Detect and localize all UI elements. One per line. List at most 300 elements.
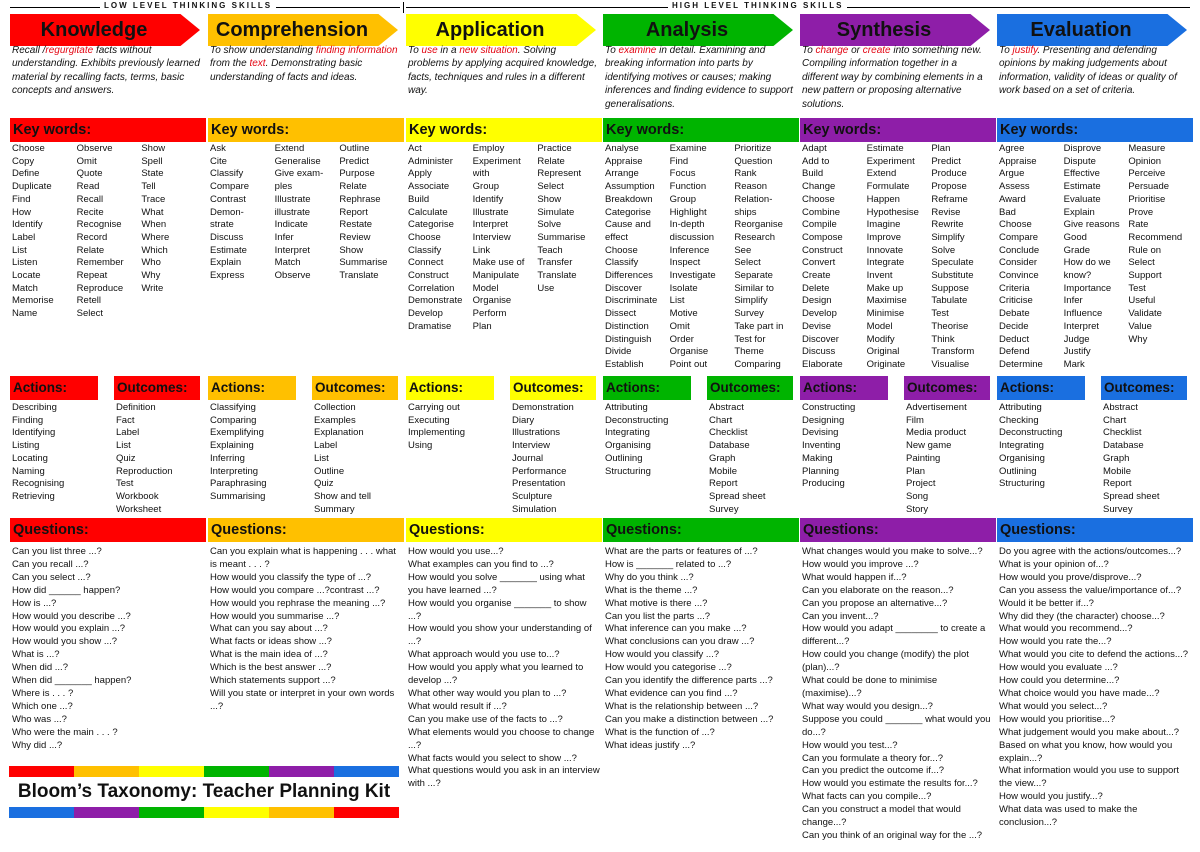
keyword: Indicate [274, 219, 308, 231]
keyword: Propose [931, 181, 967, 193]
keyword: Improve [866, 231, 901, 243]
question-item: Can you make a distinction between ...? [605, 713, 774, 725]
question-item: What questions would you ask in an interview with ...? [408, 765, 600, 790]
synthesis-keywords-list [802, 143, 996, 372]
analysis-keywords-heading: Key words: [603, 118, 799, 142]
keyword: Isolate [669, 282, 698, 294]
keyword: Spell [141, 155, 163, 167]
keyword: Teach [537, 244, 563, 256]
keyword-column [77, 143, 142, 321]
keyword: Breakdown [605, 193, 653, 205]
keyword-column [275, 143, 340, 283]
keyword: Interpret [472, 219, 509, 231]
keyword: Identify [472, 193, 504, 205]
keyword: Outline [339, 143, 370, 154]
outcome-item: Journal [512, 452, 544, 464]
keyword: Translate [537, 270, 577, 282]
action-item: Inferring [210, 452, 245, 464]
question-item: How would you rephrase the meaning ...? [210, 597, 386, 609]
question-item: What would you select...? [999, 700, 1108, 712]
synthesis-arrow [800, 14, 990, 46]
question-item: Why do you think ...? [605, 571, 694, 583]
keyword: In-depth [669, 219, 705, 231]
keyword-column [141, 143, 206, 321]
keyword: Separate [734, 270, 773, 282]
question-item: What other way would you plan to ...? [408, 687, 567, 699]
keyword: Give reasons [1063, 219, 1120, 231]
keyword: Inspect [669, 257, 701, 269]
action-item: Planning [802, 465, 839, 477]
keyword: Defend [999, 346, 1030, 358]
keyword: Visualise [931, 358, 970, 370]
stripe-segment [139, 807, 204, 818]
keyword: Select [734, 257, 761, 269]
keyword: Report [339, 206, 368, 218]
keyword: See [734, 244, 752, 256]
description-text: or [848, 45, 863, 56]
keyword: Influence [1063, 308, 1103, 320]
comprehension-outcomes-heading: Outcomes: [312, 376, 398, 400]
outcome-item: List [116, 440, 131, 452]
keyword: Convince [999, 270, 1039, 282]
keyword: Transform [931, 346, 975, 358]
keyword: Estimate [866, 143, 904, 154]
keyword: Observe [76, 143, 113, 154]
outcome-item: Project [906, 478, 936, 490]
keyword: Inference [669, 244, 710, 256]
question-item: What are the parts or features of ...? [605, 546, 758, 557]
action-item: Implementing [408, 427, 466, 439]
keyword: Question [734, 155, 773, 167]
question-item: When did _______ happen? [12, 675, 132, 687]
keyword: illustrate [274, 206, 311, 218]
outcome-item: Quiz [314, 478, 334, 490]
outcome-item: Worksheet [116, 503, 162, 515]
highlight-text: create [862, 45, 891, 56]
action-item: Designing [802, 414, 845, 426]
application-questions-heading: Questions: [406, 518, 602, 542]
keyword: Plan [472, 320, 492, 332]
question-item: What information would you use to support the view...? [999, 765, 1180, 790]
action-item: Describing [12, 402, 57, 413]
keyword: Classify [210, 168, 244, 180]
comprehension-title: Comprehension [215, 19, 369, 41]
keyword: Link [472, 244, 491, 256]
question-item: Why did ...? [12, 739, 63, 751]
keyword: Delete [802, 282, 830, 294]
keyword-column [339, 143, 404, 283]
keyword: Recommend [1128, 231, 1183, 243]
keyword: Originate [866, 358, 906, 370]
action-item: Listing [12, 440, 40, 452]
analysis-actions-heading: Actions: [603, 376, 691, 400]
keyword: Experiment [472, 155, 521, 167]
question-item: How would you show ...? [12, 636, 118, 648]
keyword: Discuss [210, 231, 244, 243]
keyword: Explain [1063, 206, 1095, 218]
action-item: Attributing [605, 402, 648, 413]
keyword: Function [669, 181, 707, 193]
application-title: Application [435, 19, 545, 41]
comprehension-description [210, 44, 400, 84]
keyword: know? [1063, 270, 1092, 282]
question-item: How would you apply what you learned to develop ...? [408, 662, 584, 687]
keyword: Justify [1063, 346, 1091, 358]
question-item: How would you adapt ________ to create a different...? [802, 623, 986, 648]
description-text: To [408, 45, 422, 56]
keyword: Theorise [931, 320, 969, 332]
description-text: into something new. Compiling information together in a different way by combining elements in a new pattern or proposing alternative solutions. [802, 45, 983, 110]
keyword: Simulate [537, 206, 575, 218]
question-item: How would you test...? [802, 739, 898, 751]
question-item: Based on what you know, how would you explain...? [999, 739, 1173, 764]
keyword: Assumption [605, 181, 655, 193]
stripe-segment [74, 766, 139, 777]
action-item: Recognising [12, 478, 65, 490]
synthesis-questions-list [802, 546, 996, 843]
stripe-segment [204, 766, 269, 777]
question-item: Why did they (the character) choose...? [999, 610, 1165, 622]
keyword: Locate [12, 270, 41, 282]
question-item: What conclusions can you draw ...? [605, 636, 755, 648]
keyword: Test [1128, 282, 1146, 294]
description-text: . Demonstrating basic understanding of facts and ideas. [210, 58, 363, 83]
action-item: Producing [802, 478, 845, 490]
keyword: Point out [669, 358, 708, 370]
keyword: Show [339, 244, 364, 256]
keyword: Distinction [605, 320, 649, 332]
keyword: Theme [734, 346, 764, 358]
question-item: How did ______ happen? [12, 584, 121, 596]
question-item: How would you show your understanding of ...? [408, 623, 592, 648]
keyword: Bad [999, 206, 1016, 218]
outcome-item: Outline [314, 465, 345, 477]
keyword: Maximise [866, 295, 907, 307]
question-item: What is the main idea of ...? [210, 649, 328, 661]
keyword: Develop [408, 308, 443, 320]
keyword: Retell [76, 295, 101, 307]
keyword: Argue [999, 168, 1025, 180]
action-item: Executing [408, 414, 450, 426]
question-item: Can you construct a model that would change...? [802, 804, 961, 829]
question-item: What judgement would you make about...? [999, 726, 1180, 738]
keyword: Survey [734, 308, 764, 320]
outcome-item: Mobile [1103, 465, 1131, 477]
comprehension-keywords-list [210, 143, 404, 283]
question-item: Can you list the parts ...? [605, 610, 711, 622]
question-item: How could you determine...? [999, 675, 1120, 687]
keyword: Make up [866, 282, 904, 294]
keyword: Organise [669, 346, 709, 358]
keyword: Combine [802, 206, 841, 218]
evaluation-actions-list [999, 402, 1062, 491]
question-item: What facts can you compile...? [802, 791, 932, 803]
keyword: Effective [1063, 168, 1100, 180]
action-item: Inventing [802, 440, 841, 452]
application-arrow [406, 14, 596, 46]
keyword: ships [734, 206, 757, 218]
keyword: Change [802, 181, 836, 193]
keyword: Choose [408, 231, 441, 243]
outcome-item: Spread sheet [1103, 490, 1160, 502]
outcome-item: Show and tell [314, 490, 372, 502]
keyword-column [473, 143, 538, 334]
question-item: Can you list three ...? [12, 546, 102, 557]
outcome-item: Definition [116, 402, 156, 413]
keyword: Rule on [1128, 244, 1162, 256]
question-item: Can you invent...? [802, 610, 879, 622]
outcome-item: New game [906, 440, 952, 452]
keyword: Summarise [339, 257, 388, 269]
question-item: What way would you design...? [802, 700, 933, 712]
keyword: Assess [999, 181, 1030, 193]
outcome-item: Checklist [709, 427, 748, 439]
keyword: Dispute [1063, 155, 1096, 167]
question-item: What is your opinion of...? [999, 558, 1109, 570]
evaluation-description [999, 44, 1189, 98]
keyword: Solve [537, 219, 562, 231]
outcome-item: Summary [314, 503, 355, 515]
keyword: Infer [1063, 295, 1083, 307]
keyword: Cause and [605, 219, 651, 231]
knowledge-keywords-list [12, 143, 206, 321]
keyword: Estimate [210, 244, 247, 256]
keyword: Group [669, 193, 697, 205]
keyword: Classify [605, 257, 639, 269]
outcome-item: Survey [1103, 503, 1133, 515]
action-item: Structuring [999, 478, 1045, 490]
description-text: facts without understanding. Exhibits previously learned material by recalling facts, terms, basic concepts and answers. [12, 45, 200, 97]
analysis-outcomes-heading: Outcomes: [707, 376, 793, 400]
outcome-item: Performance [512, 465, 567, 477]
outcome-item: Demonstration [512, 402, 574, 413]
highlight-text: text [249, 58, 266, 70]
question-item: Can you identify the difference parts ...? [605, 675, 773, 687]
question-item: Suppose you could _______ what would you do...? [802, 713, 991, 738]
action-item: Naming [12, 465, 45, 477]
application-actions-heading: Actions: [406, 376, 494, 400]
keyword: Employ [472, 143, 505, 154]
question-item: How would you improve ...? [802, 558, 919, 570]
color-stripe-bottom [9, 807, 399, 818]
keyword: Hypothesise [866, 206, 919, 218]
action-item: Retrieving [12, 490, 55, 502]
keyword: Summarise [537, 231, 586, 243]
keyword: Review [339, 231, 371, 243]
keyword: Mark [1063, 358, 1085, 370]
keyword: List [669, 295, 685, 307]
keyword-column [734, 143, 799, 372]
keyword: strate [210, 219, 234, 231]
question-item: How would you prioritise...? [999, 713, 1116, 725]
question-item: What changes would you make to solve...? [802, 546, 983, 557]
evaluation-keywords-list [999, 143, 1193, 372]
keyword-column [1064, 143, 1129, 372]
question-item: Can you elaborate on the reason...? [802, 584, 954, 596]
keyword: Restate [339, 219, 373, 231]
outcome-item: Plan [906, 465, 926, 477]
question-item: How would you compare ...?contrast ...? [210, 584, 380, 596]
keyword: ples [274, 181, 293, 193]
description-text: . Presenting and defending opinions by making judgements about information, validity of ideas or quality of work based on a set of criteria. [999, 45, 1177, 97]
keyword: Reproduce [76, 282, 124, 294]
outcome-item: List [314, 452, 329, 464]
keyword: Find [669, 155, 689, 167]
keyword: Test for [734, 333, 766, 345]
keyword: Take part in [734, 320, 784, 332]
question-item: Can you predict the outcome if...? [802, 765, 945, 777]
description-text: . Solving problems by applying acquired knowledge, facts, techniques and rules in a different way. [408, 45, 598, 97]
question-item: What inference can you make ...? [605, 623, 747, 635]
keyword: Who [141, 257, 161, 269]
action-item: Comparing [210, 414, 257, 426]
keyword: Infer [274, 231, 294, 243]
keyword-column [605, 143, 670, 372]
outcome-item: Mobile [709, 465, 737, 477]
keyword: Correlation [408, 282, 455, 294]
keyword: State [141, 168, 164, 180]
description-text: To [802, 45, 816, 56]
question-item: How would you prove/disprove...? [999, 571, 1142, 583]
keyword: Choose [605, 244, 638, 256]
keyword: Original [866, 346, 900, 358]
synthesis-keywords-heading: Key words: [800, 118, 996, 142]
keyword: Extend [274, 143, 305, 154]
keyword-column [210, 143, 275, 283]
question-item: How could you change (modify) the plot (plan)...? [802, 649, 969, 674]
outcome-item: Chart [1103, 414, 1127, 426]
comprehension-actions-heading: Actions: [208, 376, 296, 400]
keyword: Make use of [472, 257, 525, 269]
keyword: Substitute [931, 270, 974, 282]
action-item: Finding [12, 414, 44, 426]
synthesis-outcomes-list [906, 402, 967, 516]
stripe-segment [9, 807, 74, 818]
evaluation-actions-heading: Actions: [997, 376, 1085, 400]
question-item: Can you explain what is happening . . . what is meant . . . ? [210, 546, 396, 570]
keyword: Recognise [76, 219, 122, 231]
application-outcomes-list [512, 402, 574, 516]
knowledge-outcomes-heading: Outcomes: [114, 376, 200, 400]
keyword: Identify [12, 219, 43, 231]
keyword: Judge [1063, 333, 1090, 345]
question-item: Which statements support ...? [210, 675, 336, 687]
keyword: Dissect [605, 308, 637, 320]
keyword: Distinguish [605, 333, 652, 345]
keyword: Think [931, 333, 955, 345]
keyword: Practice [537, 143, 572, 154]
keyword: Revise [931, 206, 961, 218]
keyword: Omit [76, 155, 97, 167]
keyword: Motive [669, 308, 698, 320]
question-item: What is the theme ...? [605, 584, 698, 596]
keyword: Recite [76, 206, 104, 218]
action-item: Carrying out [408, 402, 460, 413]
outcome-item: Report [1103, 478, 1132, 490]
keyword: Decide [999, 320, 1029, 332]
keyword: Compose [802, 231, 843, 243]
synthesis-actions-list [802, 402, 855, 491]
keyword: Discuss [802, 346, 836, 358]
application-actions-list [408, 402, 465, 453]
question-item: Can you think of an original way for the ...? [802, 829, 983, 841]
outcome-item: Advertisement [906, 402, 967, 413]
keyword: Validate [1128, 308, 1162, 320]
keyword: Select [1128, 257, 1155, 269]
keyword: Represent [537, 168, 582, 180]
question-item: How would you explain ...? [12, 623, 126, 635]
keyword: Adapt [802, 143, 827, 154]
question-item: Who were the main . . . ? [12, 726, 118, 738]
keyword: Where [141, 231, 170, 243]
keyword: Associate [408, 181, 450, 193]
synthesis-outcomes-heading: Outcomes: [904, 376, 990, 400]
keyword: Define [12, 168, 40, 180]
keyword: Importance [1063, 282, 1112, 294]
keyword: Create [802, 270, 831, 282]
keyword: Listen [12, 257, 38, 269]
keyword: Organise [472, 295, 512, 307]
keyword: Formulate [866, 181, 910, 193]
action-item: Deconstructing [999, 427, 1063, 439]
keyword: Contrast [210, 193, 246, 205]
question-item: Can you make use of the facts to ...? [408, 713, 563, 725]
keyword: Imagine [866, 219, 901, 231]
keyword: Divide [605, 346, 632, 358]
evaluation-keywords-heading: Key words: [997, 118, 1193, 142]
synthesis-actions-heading: Actions: [800, 376, 888, 400]
keyword: Omit [669, 320, 690, 332]
question-item: What approach would you use to...? [408, 649, 560, 661]
description-text: in a [437, 45, 460, 56]
keyword: Value [1128, 320, 1152, 332]
question-item: What would happen if...? [802, 571, 907, 583]
action-item: Identifying [12, 427, 56, 439]
keyword: Compare [999, 231, 1039, 243]
action-item: Exemplifying [210, 427, 264, 439]
keyword: Trace [141, 193, 166, 205]
outcome-item: Interview [512, 440, 551, 452]
keyword: Analyse [605, 143, 639, 154]
highlight-text: examine [618, 45, 657, 56]
action-item: Classifying [210, 402, 256, 413]
footer [9, 766, 399, 818]
keyword: Which [141, 244, 168, 256]
analysis-description [605, 44, 795, 111]
keyword: Predict [339, 155, 369, 167]
keyword: How do we [1063, 257, 1111, 269]
keyword: Match [12, 282, 38, 294]
question-item: How is _______ related to ...? [605, 558, 732, 570]
outcome-item: Label [116, 427, 140, 439]
keyword: Experiment [866, 155, 915, 167]
question-item: How would you classify the type of ...? [210, 571, 372, 583]
stripe-segment [204, 807, 269, 818]
keyword: Discover [802, 333, 839, 345]
keyword: Apply [408, 168, 432, 180]
keyword: Devise [802, 320, 832, 332]
outcome-item: Film [906, 414, 924, 426]
outcome-item: Diary [512, 414, 535, 426]
keyword: Demonstrate [408, 295, 463, 307]
highlight-text: change [815, 45, 849, 56]
keyword: Select [76, 308, 104, 320]
keyword: Recall [76, 193, 104, 205]
evaluation-questions-heading: Questions: [997, 518, 1193, 542]
keyword: Select [537, 181, 564, 193]
keyword: Name [12, 308, 38, 320]
keyword: List [12, 244, 27, 256]
